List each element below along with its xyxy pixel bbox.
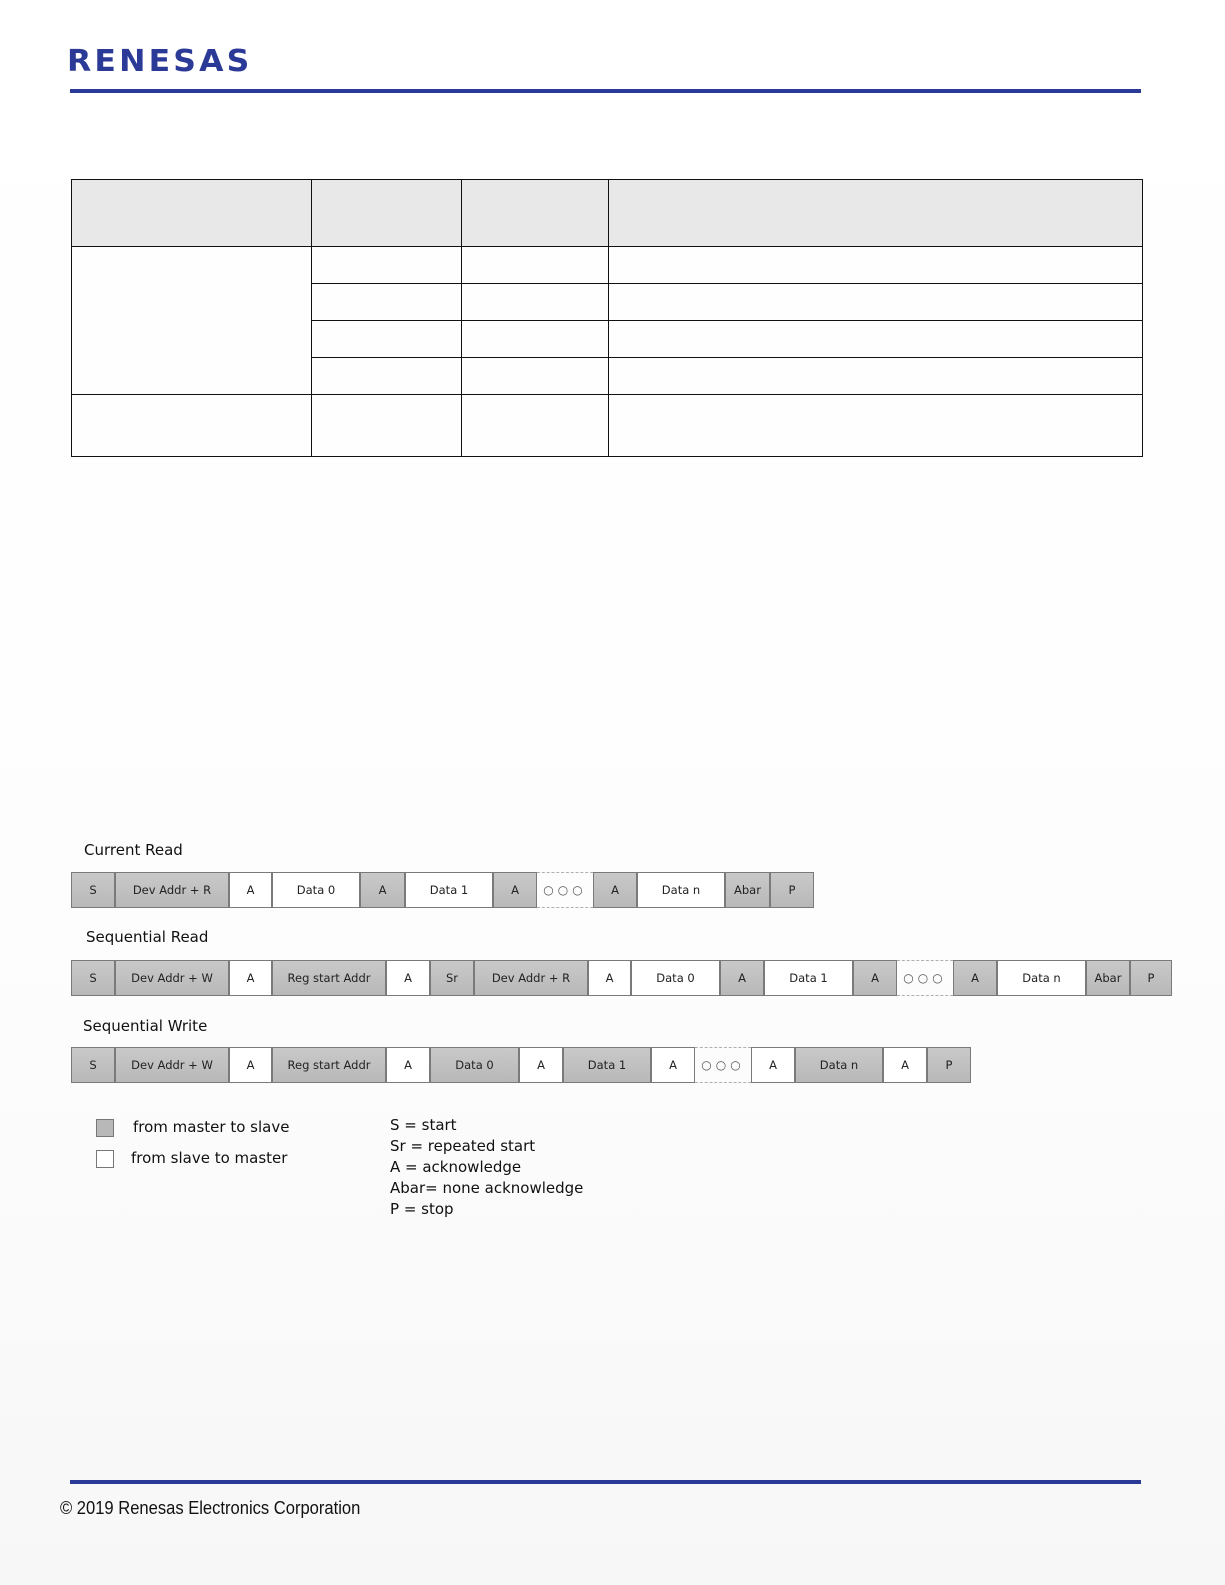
table-cell xyxy=(462,358,609,395)
renesas-logo: RENESAS xyxy=(67,44,253,79)
abbreviation-list xyxy=(390,1115,583,1220)
bus-cell-data-0: Data 0 xyxy=(430,1047,519,1083)
table-header-cell xyxy=(462,180,609,247)
table-cell xyxy=(312,395,462,457)
bus-cell-data-n: Data n xyxy=(997,960,1086,996)
copyright-text: © 2019 Renesas Electronics Corporation xyxy=(60,1498,361,1518)
ellipsis-gap: ○○○ xyxy=(695,1047,751,1083)
table-cell xyxy=(72,395,312,457)
bus-cell-reg-start-addr: Reg start Addr xyxy=(272,1047,386,1083)
bus-cell-a: A xyxy=(493,872,537,908)
bus-cell-a: A xyxy=(229,872,272,908)
bus-cell-p: P xyxy=(1130,960,1172,996)
bus-cell-dev-addr-w: Dev Addr + W xyxy=(115,960,229,996)
header-rule xyxy=(70,89,1141,93)
register-table xyxy=(71,179,1143,457)
bus-cell-abar: Abar xyxy=(1086,960,1130,996)
table-header-cell xyxy=(72,180,312,247)
table-cell xyxy=(72,247,312,395)
bus-cell-a: A xyxy=(386,1047,430,1083)
table-cell xyxy=(312,284,462,321)
table-cell xyxy=(609,358,1143,395)
bus-cell-a: A xyxy=(720,960,764,996)
table-header-cell xyxy=(312,180,462,247)
bus-cell-data-0: Data 0 xyxy=(272,872,360,908)
slave-to-master-swatch xyxy=(96,1150,114,1168)
bus-cell-reg-start-addr: Reg start Addr xyxy=(272,960,386,996)
ellipsis-gap: ○○○ xyxy=(537,872,593,908)
bus-cell-dev-addr-r: Dev Addr + R xyxy=(115,872,229,908)
abbreviation-item: A = acknowledge xyxy=(390,1158,522,1176)
table-header-row xyxy=(72,180,1143,247)
bus-cell-a: A xyxy=(386,960,430,996)
bus-cell-a: A xyxy=(751,1047,795,1083)
bus-cell-a: A xyxy=(883,1047,927,1083)
table-cell xyxy=(312,321,462,358)
bus-cell-a: A xyxy=(953,960,997,996)
table-cell xyxy=(462,321,609,358)
bus-cell-data-0: Data 0 xyxy=(631,960,720,996)
table-row xyxy=(72,395,1143,457)
table-cell xyxy=(609,247,1143,284)
sequential-read-title: Sequential Read xyxy=(86,928,209,946)
table-cell xyxy=(312,247,462,284)
table-cell xyxy=(462,395,609,457)
footer-rule xyxy=(70,1480,1141,1484)
bus-cell-a: A xyxy=(519,1047,563,1083)
bus-cell-data-n: Data n xyxy=(795,1047,883,1083)
table-cell xyxy=(462,284,609,321)
sequential-write-title: Sequential Write xyxy=(83,1017,208,1035)
table-cell xyxy=(312,358,462,395)
table-header-cell xyxy=(609,180,1143,247)
bus-cell-data-1: Data 1 xyxy=(405,872,493,908)
table-cell xyxy=(609,284,1143,321)
table-cell xyxy=(609,395,1143,457)
bus-cell-data-n: Data n xyxy=(637,872,725,908)
bus-cell-a: A xyxy=(588,960,631,996)
bus-cell-p: P xyxy=(927,1047,971,1083)
bus-cell-s: S xyxy=(71,1047,115,1083)
bus-cell-dev-addr-w: Dev Addr + W xyxy=(115,1047,229,1083)
table-cell xyxy=(462,247,609,284)
bus-cell-s: S xyxy=(71,960,115,996)
table-cell xyxy=(609,321,1143,358)
abbreviation-item: Sr = repeated start xyxy=(390,1137,536,1155)
bus-cell-a: A xyxy=(853,960,897,996)
ellipsis-gap: ○○○ xyxy=(897,960,953,996)
bus-cell-s: S xyxy=(71,872,115,908)
table-row xyxy=(72,247,1143,284)
abbreviation-item: P = stop xyxy=(390,1200,454,1218)
bus-cell-p: P xyxy=(770,872,814,908)
bus-cell-a: A xyxy=(229,1047,272,1083)
master-to-slave-label: from master to slave xyxy=(133,1118,290,1136)
bus-cell-dev-addr-r: Dev Addr + R xyxy=(474,960,588,996)
bus-cell-a: A xyxy=(651,1047,695,1083)
bus-cell-a: A xyxy=(229,960,272,996)
bus-cell-a: A xyxy=(593,872,637,908)
bus-cell-data-1: Data 1 xyxy=(563,1047,651,1083)
abbreviation-item: S = start xyxy=(390,1116,457,1134)
current-read-title: Current Read xyxy=(84,841,183,859)
abbreviation-item: Abar= none acknowledge xyxy=(390,1179,584,1197)
bus-cell-data-1: Data 1 xyxy=(764,960,853,996)
bus-cell-a: A xyxy=(360,872,405,908)
master-to-slave-swatch xyxy=(96,1119,114,1137)
bus-cell-abar: Abar xyxy=(725,872,770,908)
bus-cell-sr: Sr xyxy=(430,960,474,996)
slave-to-master-label: from slave to master xyxy=(131,1149,288,1167)
